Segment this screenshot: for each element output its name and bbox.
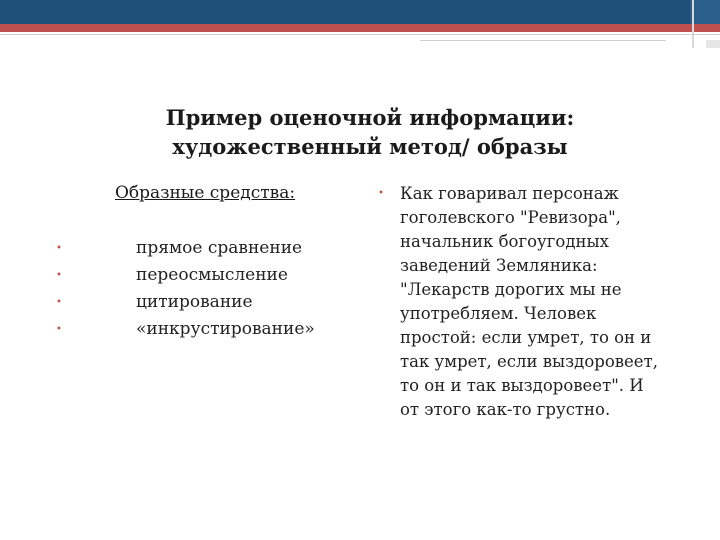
bullet-icon: • bbox=[378, 188, 384, 199]
list-item-text: цитирование bbox=[136, 292, 253, 312]
quote-line: Как говаривал персонаж bbox=[400, 184, 619, 203]
quote-line: от этого как-то грустно. bbox=[400, 400, 611, 419]
header-rule bbox=[0, 34, 720, 35]
list-item-text: прямое сравнение bbox=[136, 238, 303, 258]
bullet-icon: • bbox=[56, 243, 62, 254]
bullet-icon: • bbox=[56, 270, 62, 281]
list-item-text: «инкрустирование» bbox=[136, 319, 315, 339]
quote-text bbox=[400, 182, 705, 422]
quote-line: "Лекарств дорогих мы не bbox=[400, 280, 622, 299]
quote-line: гоголевского "Ревизора", bbox=[400, 208, 621, 227]
slide-title bbox=[120, 103, 620, 161]
quote-line: употребляем. Человек bbox=[400, 304, 597, 323]
left-column-heading: Образные средства: bbox=[115, 183, 296, 203]
header-bar bbox=[0, 0, 720, 24]
quote-line: простой: если умрет, то он и bbox=[400, 328, 652, 347]
title-line-2: художественный метод/ образы bbox=[172, 134, 568, 159]
quote-line: так умрет, если выздоровеет, bbox=[400, 352, 658, 371]
header-corner-block bbox=[706, 40, 720, 48]
quote-line: заведений Земляника: bbox=[400, 256, 598, 275]
header-corner-accent bbox=[690, 0, 720, 24]
header-rule-short bbox=[420, 40, 666, 41]
header-divider bbox=[692, 0, 694, 48]
quote-line: начальник богоугодных bbox=[400, 232, 609, 251]
list-item-text: переосмысление bbox=[136, 265, 288, 285]
title-line-1: Пример оценочной информации: bbox=[165, 105, 575, 130]
quote-line: то он и так выздоровеет". И bbox=[400, 376, 644, 395]
bullet-icon: • bbox=[56, 297, 62, 308]
header-accent-stripe bbox=[0, 24, 720, 32]
bullet-icon: • bbox=[56, 324, 62, 335]
